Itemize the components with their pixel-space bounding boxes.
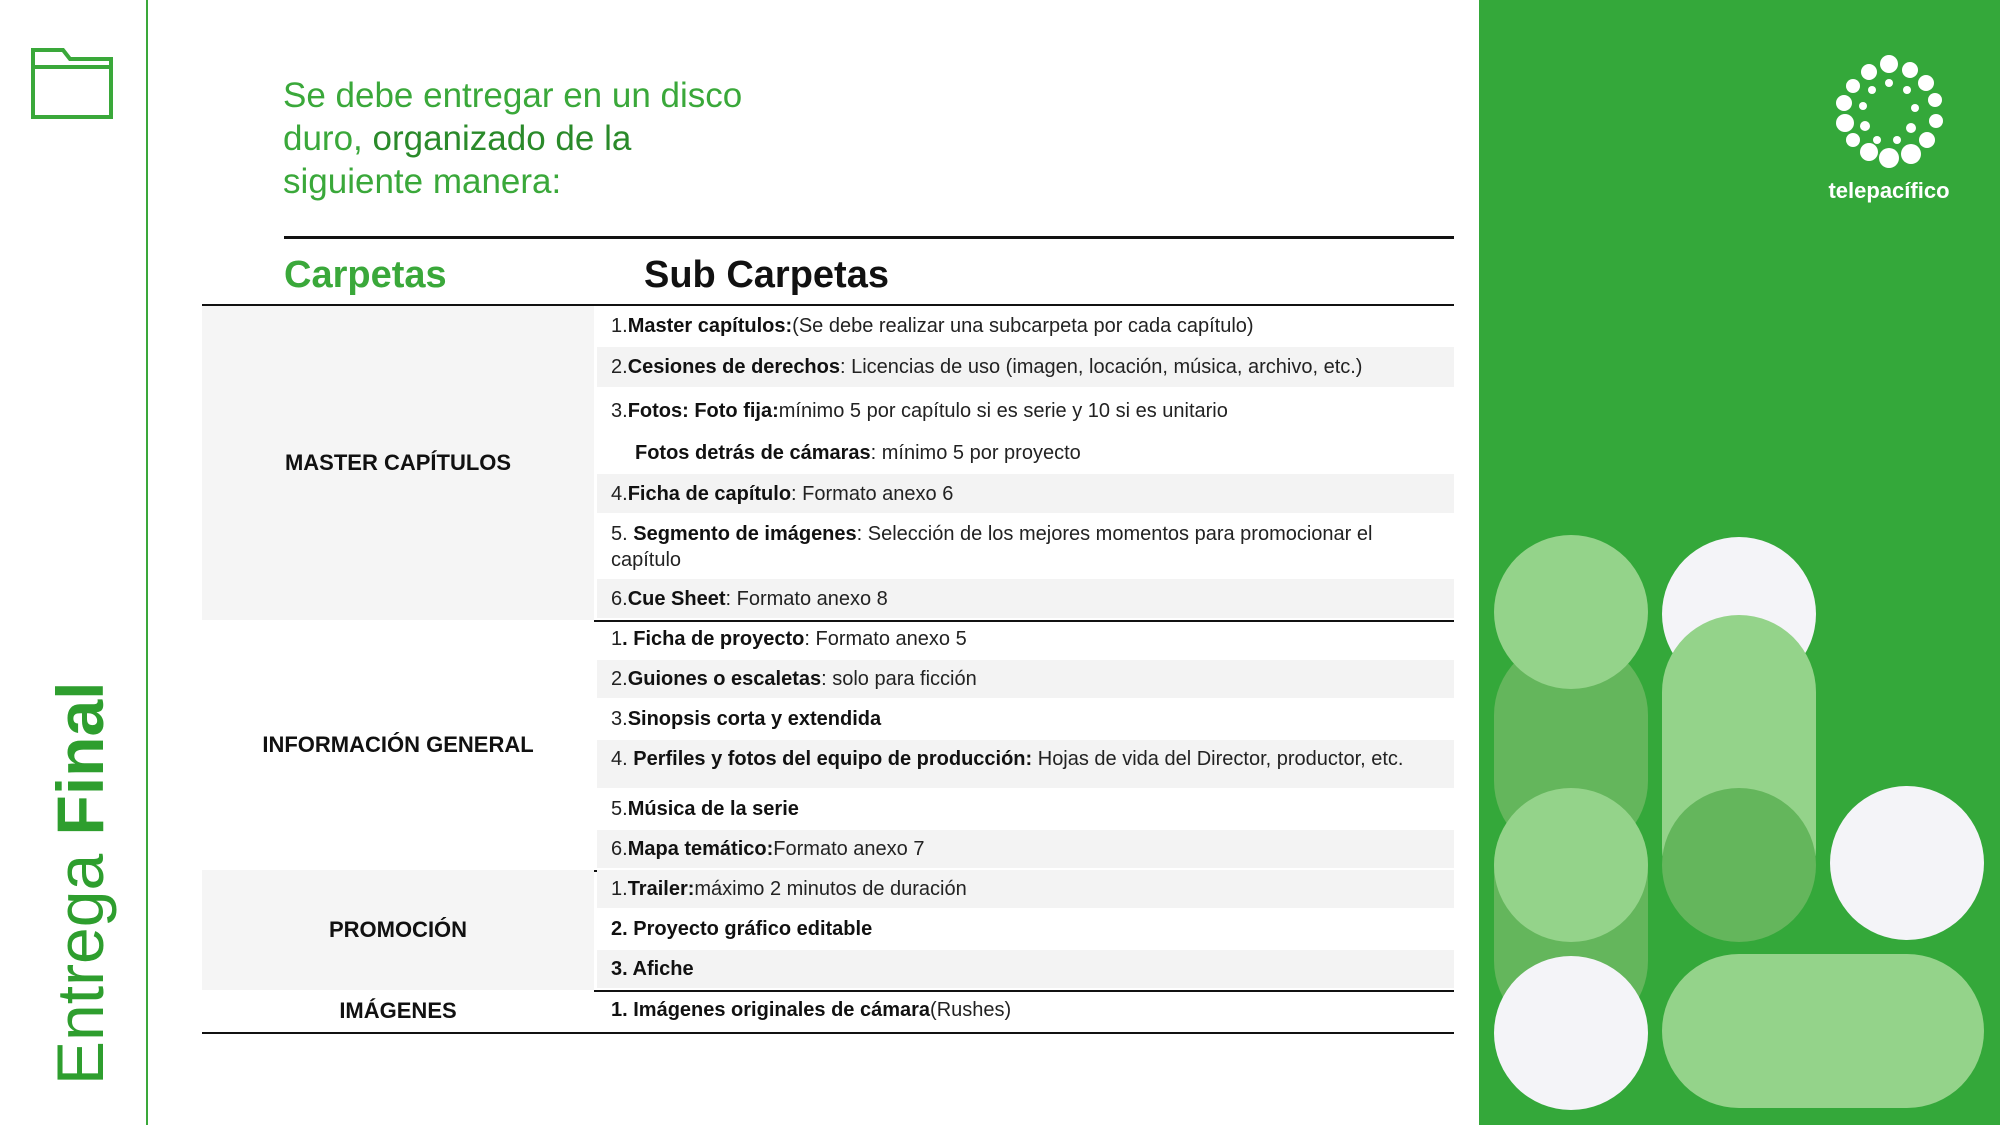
table-row: 4. Ficha de capítulo : Formato anexo 6 — [597, 474, 1454, 513]
header-folders: Carpetas — [284, 254, 447, 296]
intro-heading — [283, 74, 803, 203]
deco-circle-5 — [1662, 788, 1816, 942]
group-rows — [594, 620, 1454, 870]
intro-line-2a: duro, — [283, 119, 373, 158]
table-row: 2. Proyecto gráfico editable — [611, 918, 873, 940]
header-subfolders: Sub Carpetas — [644, 254, 889, 296]
group-rows — [594, 870, 1454, 990]
group-label: INFORMACIÓN GENERAL — [202, 620, 594, 870]
table-row: 5. Segmento de imágenes: Selección de los mejores momentos para promocionar el capítulo — [611, 523, 1373, 571]
table-row: 1. Master capítulos: (Se debe realizar una subcarpeta por cada capítulo) — [611, 315, 1254, 337]
group-label: PROMOCIÓN — [202, 870, 594, 990]
section-title-bold: Final — [43, 681, 117, 836]
table-row: 1. Imágenes originales de cámara (Rushes) — [611, 999, 1012, 1021]
table-row: 3. Sinopsis corta y extendida — [611, 708, 882, 730]
table-row: 3. Afiche — [597, 950, 1454, 988]
group-label: IMÁGENES — [202, 990, 594, 1032]
deco-circle-3 — [1494, 956, 1648, 1110]
table-top-rule — [284, 236, 1454, 239]
deco-circle-6 — [1830, 786, 1984, 940]
table-row: 2. Cesiones de derechos : Licencias de uso (imagen, locación, música, archivo, etc.) — [597, 347, 1454, 387]
table-group-images — [202, 990, 1454, 1034]
logo-dots-icon — [1817, 48, 1961, 178]
group-label: MASTER CAPÍTULOS — [202, 306, 594, 620]
table-row: Fotos detrás de cámaras : mínimo 5 por proyecto — [635, 442, 1081, 464]
table-row: 2. Guiones o escaletas : solo para ficción — [597, 660, 1454, 698]
intro-line-2 — [283, 117, 803, 160]
folder-icon — [30, 45, 114, 120]
table-row: 6. Cue Sheet : Formato anexo 8 — [597, 579, 1454, 618]
intro-line-3: siguiente manera: — [283, 162, 562, 201]
table-group-general-info — [202, 620, 1454, 872]
intro-line-2b: organizado de la — [372, 119, 632, 158]
deco-pill-4 — [1662, 954, 1984, 1108]
group-rows — [594, 990, 1454, 1032]
table-group-promotion — [202, 870, 1454, 992]
section-title — [44, 681, 116, 1085]
section-title-light: Entrega — [43, 835, 117, 1085]
table-group-master — [202, 306, 1454, 622]
table-row: 1. Trailer: máximo 2 minutos de duración — [597, 870, 1454, 908]
deco-circle-1 — [1494, 535, 1648, 689]
table-row: 3. Fotos: Foto fija: mínimo 5 por capítulo si es serie y 10 si es unitario — [611, 400, 1228, 422]
intro-line-1: Se debe entregar en un disco — [283, 76, 743, 115]
telepacifico-logo — [1817, 48, 1961, 216]
table-row: 5. Música de la serie — [611, 798, 799, 820]
decorative-shapes — [1479, 520, 2000, 1125]
brand-panel — [1479, 0, 2000, 1125]
deco-circle-2 — [1494, 788, 1648, 942]
table-row: 1 . Ficha de proyecto : Formato anexo 5 — [611, 628, 967, 650]
group-rows — [594, 306, 1454, 620]
table-row: 4. Perfiles y fotos del equipo de producción: Hojas de vida del Director, productor, etc. — [597, 740, 1454, 788]
left-sidebar — [0, 0, 148, 1125]
table-row: 6. Mapa temático: Formato anexo 7 — [597, 830, 1454, 868]
brand-name: telepacífico — [1828, 178, 1950, 203]
